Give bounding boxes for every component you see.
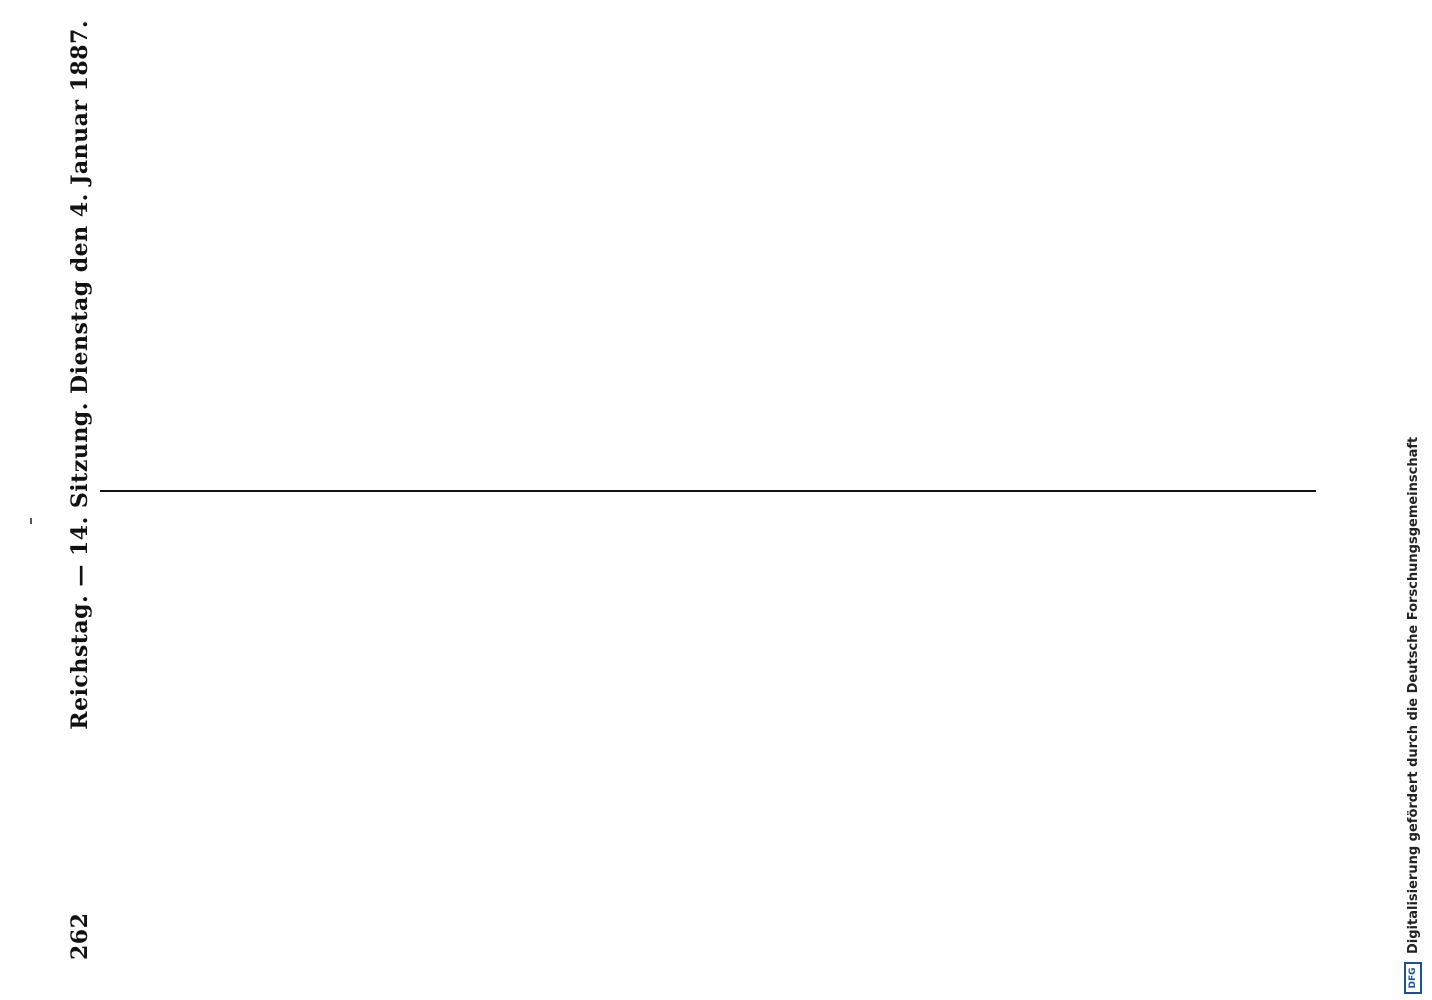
digitization-credit: Digitalisierung gefördert durch die Deutsche Forschungsgemeinschaft	[1405, 436, 1421, 954]
column-divider	[100, 490, 1316, 492]
page-number: 262	[67, 912, 93, 960]
page-header	[60, 20, 100, 960]
right-text-column	[104, 20, 1304, 480]
digitization-footer	[1400, 0, 1426, 1000]
left-text-column	[104, 500, 1304, 960]
scan-artifact-mark	[30, 518, 32, 524]
dfg-logo-icon: DFG	[1404, 962, 1422, 994]
running-header: Reichstag. — 14. Sitzung. Dienstag den 4. Januar 1887.	[67, 20, 93, 730]
